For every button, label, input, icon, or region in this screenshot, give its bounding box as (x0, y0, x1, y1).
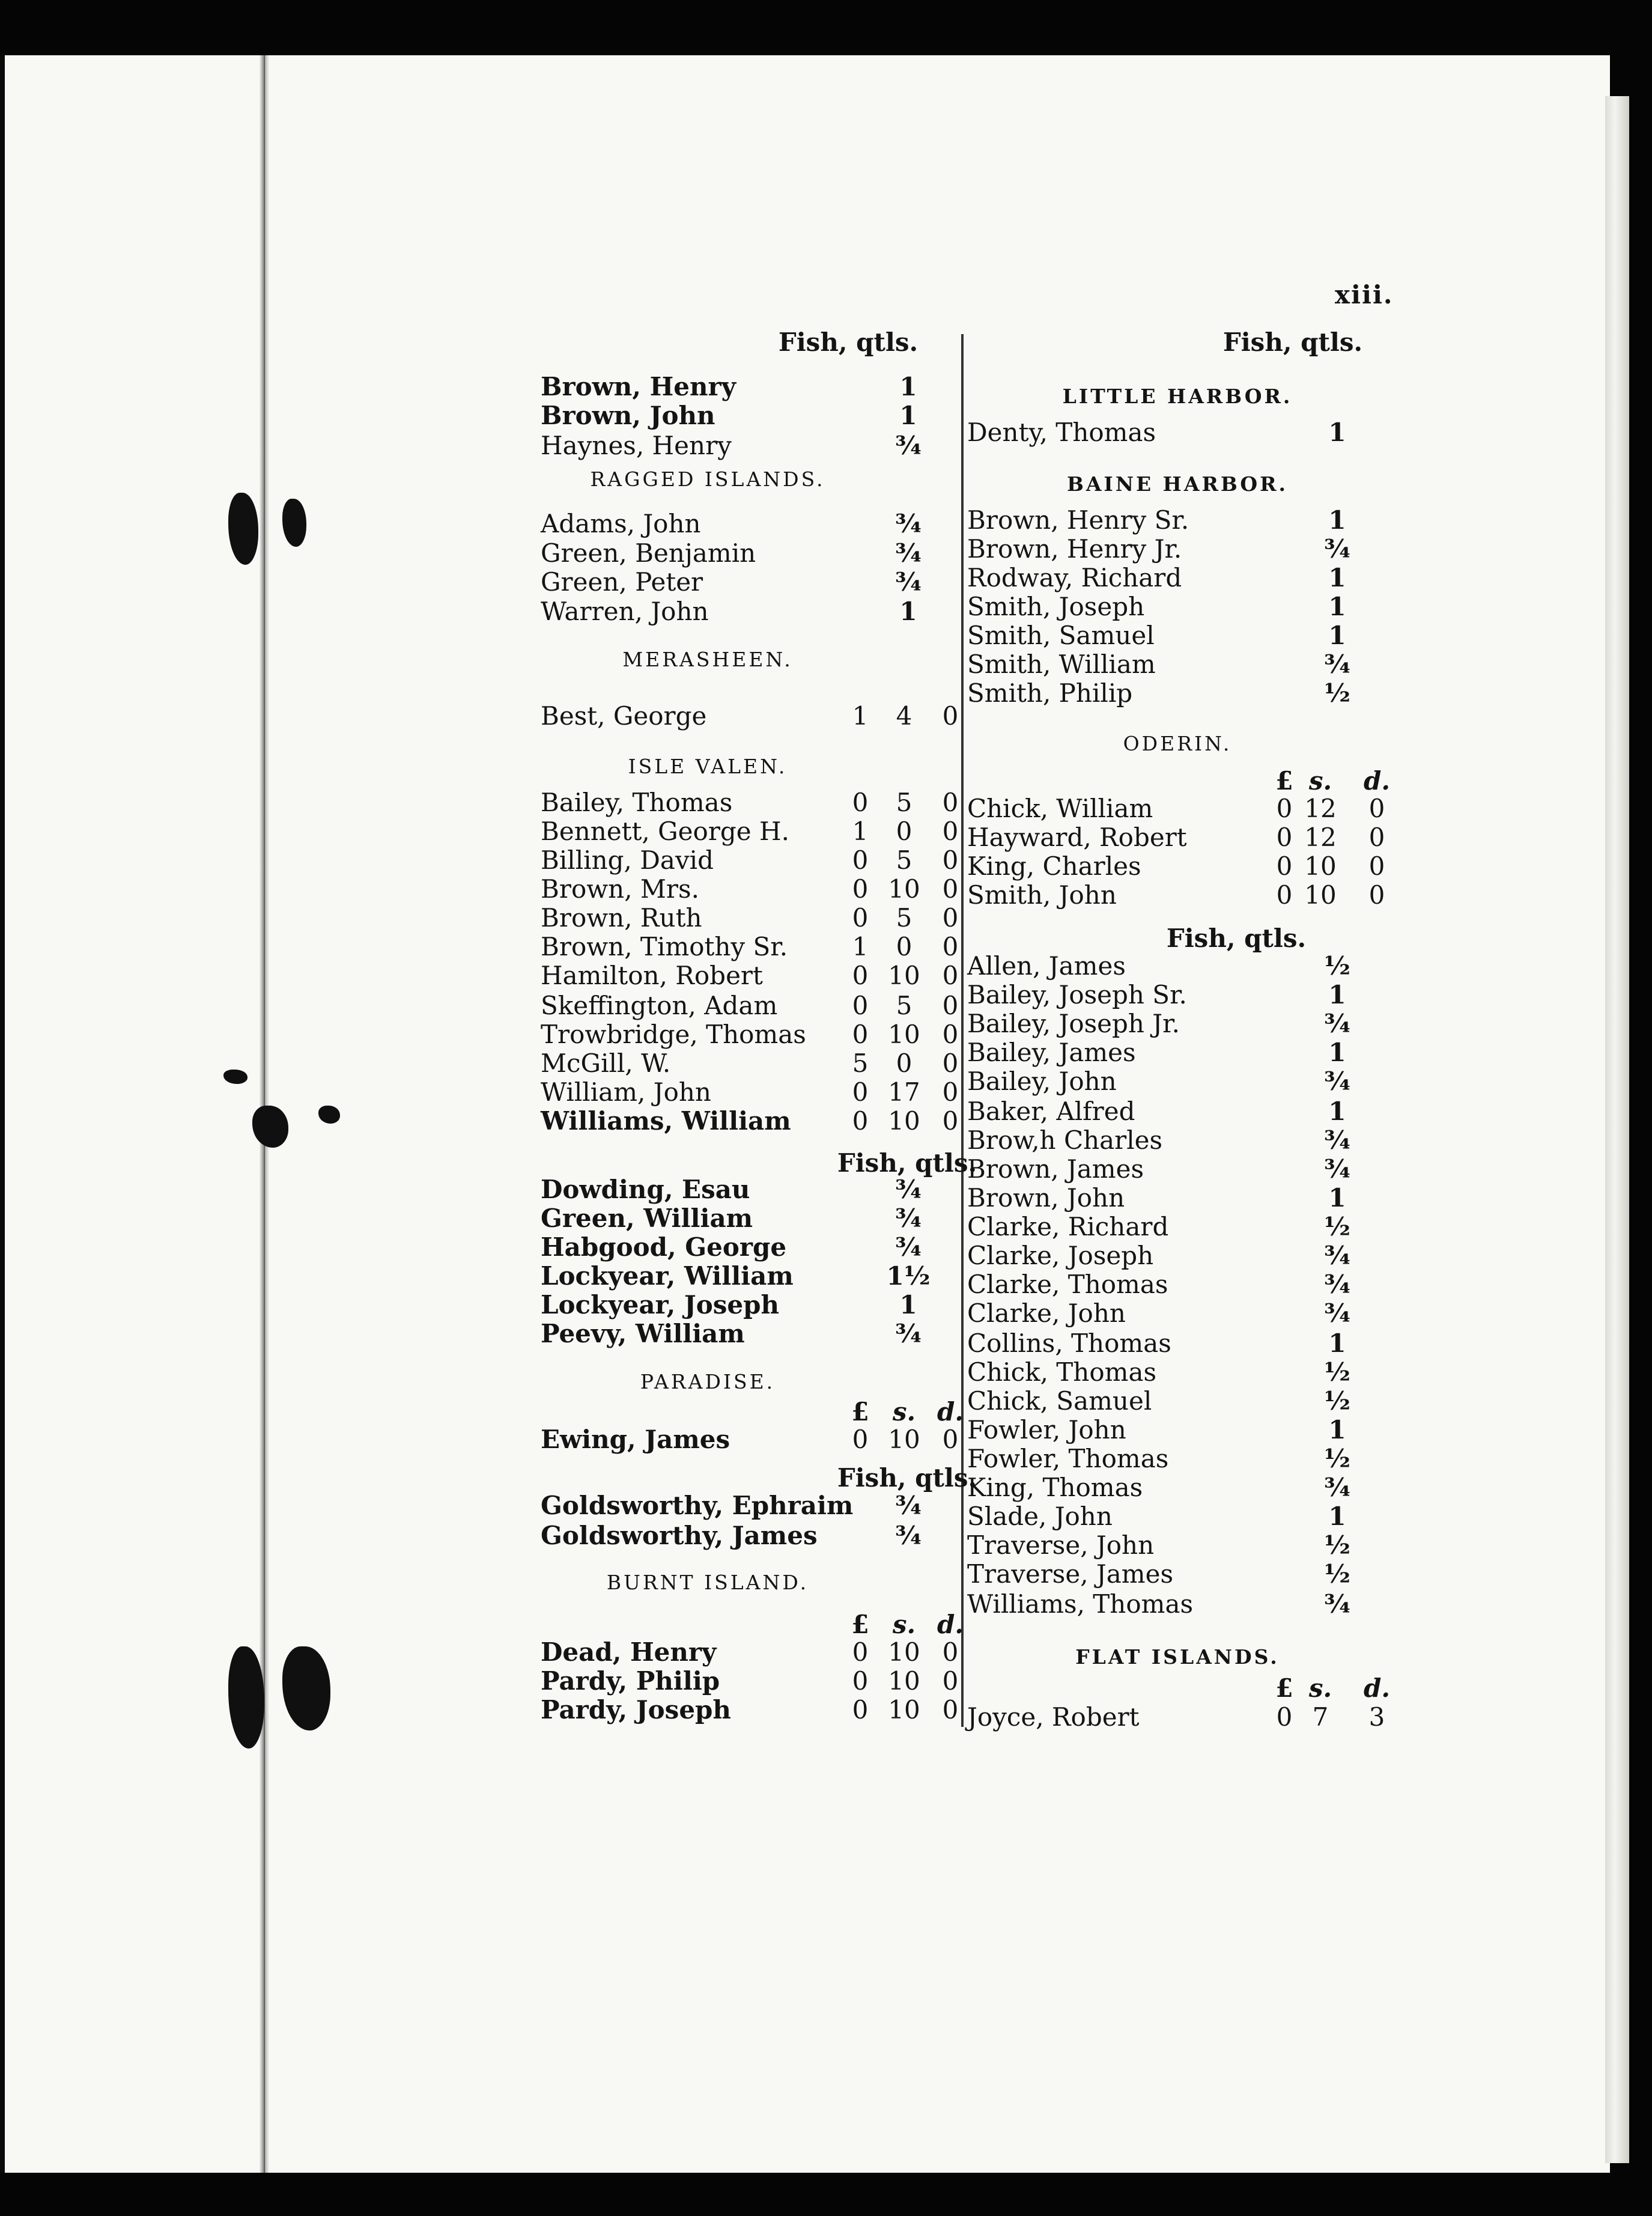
entry-name: Bailey, John (967, 1067, 1117, 1096)
entry-pence: 0 (942, 932, 959, 961)
entry-name: Brown, Henry Sr. (967, 505, 1189, 535)
entry-shillings: 17 (888, 1077, 920, 1107)
entry-fish-quantity: ½ (1324, 1386, 1350, 1416)
entry-name: Best, George (541, 701, 707, 731)
entry-name: Lockyear, William (541, 1261, 794, 1291)
entry-name: Brown, John (967, 1183, 1125, 1213)
entry-pence: 0 (942, 701, 959, 731)
entry-name: Clarke, John (967, 1298, 1126, 1328)
column-header-fish: Fish, qtls. (837, 1148, 977, 1178)
entry-shillings: 10 (888, 1666, 920, 1696)
entry-shillings: 10 (888, 1637, 920, 1667)
entry-fish-quantity: 1½ (886, 1261, 931, 1291)
entry-pence: 0 (942, 1695, 959, 1724)
entry-name: Clarke, Thomas (967, 1270, 1168, 1299)
entry-pence: 0 (942, 874, 959, 904)
entry-shillings: 10 (888, 1106, 920, 1136)
entry-pence: 0 (942, 991, 959, 1020)
entry-name: Collins, Thomas (967, 1329, 1171, 1358)
entry-fish-quantity: ¾ (895, 1204, 922, 1233)
entry-name: Baker, Alfred (967, 1097, 1135, 1126)
entry-name: Haynes, Henry (541, 431, 732, 460)
entry-pounds: 0 (852, 1695, 869, 1724)
entry-name: Smith, Philip (967, 678, 1133, 708)
entry-pence: 3 (1368, 1702, 1385, 1732)
entry-name: Traverse, James (967, 1559, 1174, 1589)
column-header-pounds: £ (851, 1397, 869, 1426)
entry-shillings: 10 (888, 874, 920, 904)
entry-pence: 0 (942, 1425, 959, 1454)
entry-pounds: 1 (852, 817, 869, 846)
entry-fish-quantity: ¾ (895, 1521, 922, 1550)
entry-name: Smith, Joseph (967, 592, 1145, 621)
entry-pence: 0 (942, 1637, 959, 1667)
entry-name: Joyce, Robert (967, 1702, 1140, 1732)
entry-name: Pardy, Joseph (541, 1695, 731, 1724)
entry-shillings: 4 (896, 701, 913, 731)
entry-name: King, Thomas (967, 1473, 1143, 1502)
entry-name: Chick, William (967, 794, 1153, 823)
entry-fish-quantity: ¾ (1324, 1009, 1350, 1038)
document-page (0, 55, 1610, 2173)
entry-shillings: 10 (888, 1695, 920, 1724)
column-header-fish: Fish, qtls. (1222, 327, 1363, 357)
column-divider (961, 334, 964, 1727)
column-header-shillings: s. (892, 1397, 916, 1426)
entry-name: Billing, David (541, 845, 714, 875)
entry-name: King, Charles (967, 851, 1141, 881)
entry-shillings: 10 (1304, 880, 1337, 910)
entry-shillings: 10 (888, 1425, 920, 1454)
section-heading: ODERIN. (1123, 732, 1232, 755)
entry-name: Brown, James (967, 1154, 1144, 1184)
entry-name: Goldsworthy, James (541, 1521, 818, 1550)
entry-pounds: 0 (1276, 1702, 1293, 1732)
entry-pence: 0 (1368, 794, 1385, 823)
entry-pounds: 1 (852, 701, 869, 731)
entry-name: Bailey, James (967, 1038, 1136, 1067)
entry-name: Hamilton, Robert (541, 961, 763, 990)
entry-name: Chick, Samuel (967, 1386, 1152, 1416)
entry-shillings: 0 (896, 817, 913, 846)
entry-fish-quantity: ¾ (895, 1175, 922, 1204)
section-heading: BAINE HARBOR. (1066, 472, 1289, 496)
section-heading: ISLE VALEN. (628, 755, 788, 778)
entry-name: Brow,h Charles (967, 1125, 1163, 1155)
entry-fish-quantity: ¾ (1324, 1241, 1350, 1270)
entry-name: Brown, Timothy Sr. (541, 932, 788, 961)
entry-fish-quantity: ½ (1324, 1559, 1350, 1589)
entry-pence: 0 (942, 788, 959, 817)
entry-fish-quantity: ¾ (895, 1491, 922, 1520)
entry-shillings: 10 (1304, 851, 1337, 881)
entry-pence: 0 (1368, 880, 1385, 910)
entry-shillings: 7 (1312, 1702, 1329, 1732)
entry-name: Fowler, John (967, 1415, 1126, 1444)
entry-fish-quantity: 1 (1328, 1097, 1346, 1126)
entry-name: Ewing, James (541, 1425, 730, 1454)
column-header-pence: d. (937, 1610, 964, 1639)
section-heading: RAGGED ISLANDS. (590, 467, 825, 491)
entry-pence: 0 (942, 1077, 959, 1107)
entry-name: Brown, Henry Jr. (967, 534, 1182, 564)
entry-fish-quantity: 1 (1328, 505, 1346, 535)
entry-name: Adams, John (541, 509, 701, 538)
entry-pence: 0 (942, 961, 959, 990)
entry-pounds: 0 (852, 903, 869, 933)
entry-name: Bennett, George H. (541, 817, 789, 846)
entry-shillings: 5 (896, 991, 913, 1020)
column-header-pounds: £ (1275, 1673, 1293, 1703)
entry-fish-quantity: ¾ (895, 1319, 922, 1348)
entry-name: Goldsworthy, Ephraim (541, 1491, 854, 1520)
page-edge (1605, 96, 1629, 2163)
entry-pounds: 0 (852, 845, 869, 875)
entry-pounds: 0 (852, 1637, 869, 1667)
entry-fish-quantity: ¾ (1324, 650, 1350, 679)
section-heading: FLAT ISLANDS. (1075, 1645, 1280, 1669)
entry-pounds: 0 (852, 788, 869, 817)
entry-pence: 0 (1368, 823, 1385, 852)
entry-fish-quantity: ½ (1324, 1444, 1350, 1473)
entry-fish-quantity: 1 (899, 372, 917, 401)
entry-shillings: 0 (896, 932, 913, 961)
entry-pounds: 1 (852, 932, 869, 961)
column-header-pence: d. (1364, 766, 1390, 796)
entry-fish-quantity: ¾ (1324, 1125, 1350, 1155)
entry-shillings: 12 (1304, 823, 1337, 852)
entry-name: Hayward, Robert (967, 823, 1187, 852)
entry-fish-quantity: ¾ (895, 567, 922, 597)
column-header-shillings: s. (1308, 1673, 1332, 1703)
entry-fish-quantity: ½ (1324, 1212, 1350, 1241)
entry-fish-quantity: ¾ (1324, 1589, 1350, 1619)
entry-name: Smith, John (967, 880, 1117, 910)
entry-shillings: 10 (888, 1020, 920, 1049)
entry-pence: 0 (942, 1106, 959, 1136)
section-heading: PARADISE. (640, 1370, 776, 1393)
entry-name: Slade, John (967, 1502, 1113, 1531)
entry-pence: 0 (1368, 851, 1385, 881)
entry-name: William, John (541, 1077, 711, 1107)
entry-fish-quantity: 1 (899, 1290, 917, 1320)
entry-shillings: 12 (1304, 794, 1337, 823)
entry-pounds: 0 (1276, 880, 1293, 910)
entry-fish-quantity: 1 (899, 597, 917, 626)
entry-name: Traverse, John (967, 1530, 1155, 1560)
entry-fish-quantity: ½ (1324, 1530, 1350, 1560)
entry-name: Green, William (541, 1204, 753, 1233)
entry-name: Trowbridge, Thomas (541, 1020, 806, 1049)
entry-pounds: 5 (852, 1049, 869, 1078)
column-header-pounds: £ (1275, 766, 1293, 796)
entry-name: Pardy, Philip (541, 1666, 720, 1696)
entry-pence: 0 (942, 1020, 959, 1049)
entry-shillings: 5 (896, 845, 913, 875)
entry-pounds: 0 (1276, 794, 1293, 823)
entry-fish-quantity: ½ (1324, 678, 1350, 708)
entry-fish-quantity: ¾ (1324, 1298, 1350, 1328)
entry-name: Williams, Thomas (967, 1589, 1194, 1619)
entry-fish-quantity: 1 (1328, 1502, 1346, 1531)
column-header-fish: Fish, qtls. (778, 327, 919, 357)
entry-pence: 0 (942, 817, 959, 846)
page-number: xiii. (1335, 280, 1394, 309)
entry-name: Rodway, Richard (967, 563, 1182, 592)
entry-name: Green, Benjamin (541, 538, 756, 568)
entry-pounds: 0 (1276, 851, 1293, 881)
entry-fish-quantity: 1 (1328, 563, 1346, 592)
entry-name: Brown, Mrs. (541, 874, 699, 904)
entry-fish-quantity: 1 (1328, 1183, 1346, 1213)
entry-pence: 0 (942, 903, 959, 933)
entry-fish-quantity: ¾ (895, 1232, 922, 1262)
entry-fish-quantity: ½ (1324, 1357, 1350, 1387)
entry-name: Smith, Samuel (967, 621, 1155, 650)
entry-fish-quantity: ¾ (1324, 1067, 1350, 1096)
entry-pence: 0 (942, 845, 959, 875)
entry-fish-quantity: 1 (1328, 621, 1346, 650)
entry-name: Brown, Henry (541, 372, 736, 401)
column-header-fish: Fish, qtls. (837, 1463, 977, 1493)
entry-pounds: 0 (852, 1666, 869, 1696)
entry-fish-quantity: ¾ (895, 538, 922, 568)
entry-name: Dowding, Esau (541, 1175, 750, 1204)
column-header-pence: d. (937, 1397, 964, 1426)
entry-pounds: 0 (852, 874, 869, 904)
entry-name: Brown, John (541, 401, 715, 430)
entry-fish-quantity: 1 (1328, 1329, 1346, 1358)
entry-shillings: 5 (896, 788, 913, 817)
entry-pounds: 0 (852, 1106, 869, 1136)
column-header-fish: Fish, qtls. (1166, 924, 1307, 953)
entry-fish-quantity: ¾ (1324, 1154, 1350, 1184)
entry-fish-quantity: ¾ (1324, 534, 1350, 564)
entry-name: Bailey, Joseph Sr. (967, 980, 1187, 1009)
entry-name: Peevy, William (541, 1319, 745, 1348)
entry-name: Fowler, Thomas (967, 1444, 1169, 1473)
entry-name: Smith, William (967, 650, 1156, 679)
entry-fish-quantity: ¾ (1324, 1270, 1350, 1299)
entry-pounds: 0 (852, 1077, 869, 1107)
entry-name: McGill, W. (541, 1049, 671, 1078)
entry-name: Skeffington, Adam (541, 991, 778, 1020)
entry-name: Habgood, George (541, 1232, 787, 1262)
entry-name: Dead, Henry (541, 1637, 717, 1667)
entry-name: Warren, John (541, 597, 709, 626)
entry-pence: 0 (942, 1666, 959, 1696)
column-header-shillings: s. (1308, 766, 1332, 796)
entry-shillings: 10 (888, 961, 920, 990)
entry-fish-quantity: 1 (1328, 1415, 1346, 1444)
entry-fish-quantity: 1 (899, 401, 917, 430)
entry-shillings: 0 (896, 1049, 913, 1078)
section-heading: BURNT ISLAND. (606, 1571, 809, 1594)
entry-fish-quantity: ½ (1324, 951, 1350, 981)
entry-pounds: 0 (1276, 823, 1293, 852)
entry-fish-quantity: 1 (1328, 418, 1346, 447)
entry-fish-quantity: ¾ (895, 509, 922, 538)
entry-name: Lockyear, Joseph (541, 1290, 780, 1320)
entry-fish-quantity: 1 (1328, 592, 1346, 621)
entry-name: Clarke, Joseph (967, 1241, 1154, 1270)
column-header-pence: d. (1364, 1673, 1390, 1703)
entry-name: Bailey, Joseph Jr. (967, 1009, 1180, 1038)
entry-pounds: 0 (852, 991, 869, 1020)
entry-fish-quantity: 1 (1328, 1038, 1346, 1067)
entry-name: Williams, William (541, 1106, 791, 1136)
entry-pence: 0 (942, 1049, 959, 1078)
entry-name: Denty, Thomas (967, 418, 1156, 447)
entry-name: Clarke, Richard (967, 1212, 1169, 1241)
entry-name: Bailey, Thomas (541, 788, 733, 817)
entry-name: Brown, Ruth (541, 903, 702, 933)
section-heading: MERASHEEN. (622, 648, 793, 671)
column-header-pounds: £ (851, 1610, 869, 1639)
entry-name: Chick, Thomas (967, 1357, 1157, 1387)
column-header-shillings: s. (892, 1610, 916, 1639)
entry-name: Allen, James (967, 951, 1126, 981)
entry-pounds: 0 (852, 1020, 869, 1049)
section-heading: LITTLE HARBOR. (1062, 385, 1293, 408)
entry-name: Green, Peter (541, 567, 703, 597)
entry-fish-quantity: ¾ (1324, 1473, 1350, 1502)
entry-pounds: 0 (852, 1425, 869, 1454)
entry-fish-quantity: ¾ (895, 431, 922, 460)
entry-fish-quantity: 1 (1328, 980, 1346, 1009)
entry-shillings: 5 (896, 903, 913, 933)
entry-pounds: 0 (852, 961, 869, 990)
